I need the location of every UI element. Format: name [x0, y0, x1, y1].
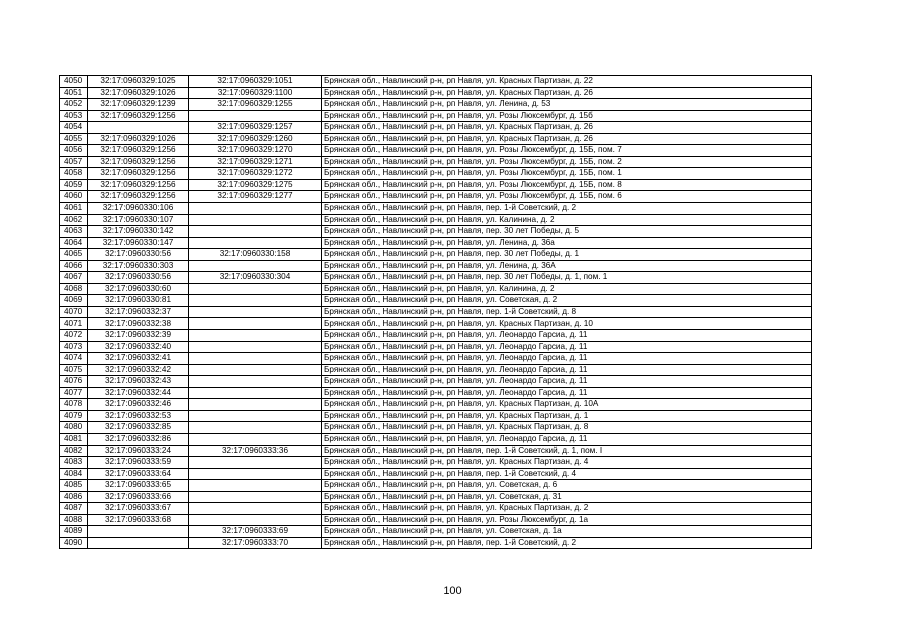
address-cell: Брянская обл., Навлинский р-н, рп Навля, ул. Ленина, д. 36а [322, 237, 812, 249]
page-number: 100 [443, 585, 462, 597]
row-number: 4079 [60, 410, 88, 422]
table-row [60, 480, 812, 492]
cadastral-number-building: 32:17:0960329:1275 [189, 179, 322, 191]
cadastral-number-building: 32:17:0960329:1255 [189, 99, 322, 111]
row-number: 4074 [60, 353, 88, 365]
address-cell: Брянская обл., Навлинский р-н, рп Навля, ул. Розы Люксембург, д. 15Б, пом. 2 [322, 156, 812, 168]
cadastral-number-parcel: 32:17:0960330:60 [88, 283, 189, 295]
address-cell: Брянская обл., Навлинский р-н, рп Навля, ул. Красных Партизан, д. 22 [322, 76, 812, 88]
row-number: 4058 [60, 168, 88, 180]
address-cell: Брянская обл., Навлинский р-н, рп Навля, ул. Красных Партизан, д. 4 [322, 457, 812, 469]
cadastral-number-parcel: 32:17:0960333:67 [88, 503, 189, 515]
address-cell: Брянская обл., Навлинский р-н, рп Навля, ул. Красных Партизан, д. 10 [322, 318, 812, 330]
row-number: 4076 [60, 376, 88, 388]
address-cell: Брянская обл., Навлинский р-н, рп Навля, пер. 1-й Советский, д. 4 [322, 468, 812, 480]
table-row [60, 503, 812, 515]
address-cell: Брянская обл., Навлинский р-н, рп Навля, ул. Красных Партизан, д. 10А [322, 399, 812, 411]
cadastral-number-building: 32:17:0960329:1100 [189, 87, 322, 99]
row-number: 4055 [60, 133, 88, 145]
table-row [60, 445, 812, 457]
cadastral-number-building: 32:17:0960329:1272 [189, 168, 322, 180]
cadastral-number-building [189, 283, 322, 295]
table-row [60, 468, 812, 480]
table-row [60, 433, 812, 445]
cadastral-number-parcel: 32:17:0960332:39 [88, 330, 189, 342]
cadastral-number-building [189, 306, 322, 318]
cadastral-number-parcel: 32:17:0960330:106 [88, 203, 189, 215]
table-row [60, 353, 812, 365]
cadastral-number-building [189, 433, 322, 445]
cadastral-number-building [189, 514, 322, 526]
row-number: 4051 [60, 87, 88, 99]
address-cell: Брянская обл., Навлинский р-н, рп Навля, ул. Красных Партизан, д. 26 [322, 122, 812, 134]
cadastral-number-building: 32:17:0960329:1277 [189, 191, 322, 203]
address-cell: Брянская обл., Навлинский р-н, рп Навля, ул. Розы Люксембург, д. 15Б, пом. 7 [322, 145, 812, 157]
row-number: 4065 [60, 249, 88, 261]
cadastral-number-parcel: 32:17:0960332:86 [88, 433, 189, 445]
row-number: 4084 [60, 468, 88, 480]
row-number: 4078 [60, 399, 88, 411]
row-number: 4069 [60, 295, 88, 307]
row-number: 4050 [60, 76, 88, 88]
address-cell: Брянская обл., Навлинский р-н, рп Навля, ул. Красных Партизан, д. 2 [322, 503, 812, 515]
cadastral-number-parcel: 32:17:0960332:37 [88, 306, 189, 318]
address-cell: Брянская обл., Навлинский р-н, рп Навля, ул. Розы Люксембург, д. 15Б, пом. 1 [322, 168, 812, 180]
cadastral-number-parcel: 32:17:0960330:142 [88, 226, 189, 238]
cadastral-number-building [189, 318, 322, 330]
table-body [60, 76, 812, 549]
row-number: 4062 [60, 214, 88, 226]
cadastral-number-parcel: 32:17:0960329:1026 [88, 87, 189, 99]
cadastral-number-parcel: 32:17:0960332:42 [88, 364, 189, 376]
row-number: 4089 [60, 526, 88, 538]
table-row [60, 422, 812, 434]
row-number: 4060 [60, 191, 88, 203]
table-row [60, 99, 812, 111]
cadastral-number-parcel: 32:17:0960332:46 [88, 399, 189, 411]
address-cell: Брянская обл., Навлинский р-н, рп Навля, ул. Леонардо Гарсиа, д. 11 [322, 433, 812, 445]
cadastral-number-parcel: 32:17:0960329:1239 [88, 99, 189, 111]
address-cell: Брянская обл., Навлинский р-н, рп Навля, пер. 1-й Советский, д. 1, пом. I [322, 445, 812, 457]
row-number: 4063 [60, 226, 88, 238]
row-number: 4068 [60, 283, 88, 295]
cadastral-number-parcel: 32:17:0960333:24 [88, 445, 189, 457]
cadastral-number-parcel: 32:17:0960329:1256 [88, 145, 189, 157]
address-cell: Брянская обл., Навлинский р-н, рп Навля, ул. Красных Партизан, д. 26 [322, 87, 812, 99]
table-row [60, 526, 812, 538]
row-number: 4073 [60, 341, 88, 353]
cadastral-number-parcel: 32:17:0960333:66 [88, 491, 189, 503]
address-cell: Брянская обл., Навлинский р-н, рп Навля, ул. Розы Люксембург, д. 15Б, пом. 8 [322, 179, 812, 191]
address-cell: Брянская обл., Навлинский р-н, рп Навля, ул. Калинина, д. 2 [322, 283, 812, 295]
table-row [60, 376, 812, 388]
cadastral-number-parcel: 32:17:0960329:1256 [88, 179, 189, 191]
row-number: 4085 [60, 480, 88, 492]
address-cell: Брянская обл., Навлинский р-н, рп Навля, ул. Советская, д. 2 [322, 295, 812, 307]
cadastral-number-parcel: 32:17:0960329:1256 [88, 168, 189, 180]
cadastral-number-building [189, 410, 322, 422]
cadastral-number-building: 32:17:0960333:36 [189, 445, 322, 457]
row-number: 4066 [60, 260, 88, 272]
row-number: 4053 [60, 110, 88, 122]
cadastral-number-parcel: 32:17:0960333:64 [88, 468, 189, 480]
address-cell: Брянская обл., Навлинский р-н, рп Навля, ул. Советская, д. 1а [322, 526, 812, 538]
cadastral-number-building [189, 376, 322, 388]
registry-table [59, 75, 812, 549]
table-row [60, 110, 812, 122]
table-row [60, 249, 812, 261]
address-cell: Брянская обл., Навлинский р-н, рп Навля, ул. Ленина, д. 53 [322, 99, 812, 111]
address-cell: Брянская обл., Навлинский р-н, рп Навля, ул. Красных Партизан, д. 26 [322, 133, 812, 145]
cadastral-number-building [189, 237, 322, 249]
row-number: 4071 [60, 318, 88, 330]
address-cell: Брянская обл., Навлинский р-н, рп Навля, ул. Красных Партизан, д. 8 [322, 422, 812, 434]
table-row [60, 168, 812, 180]
cadastral-number-building [189, 503, 322, 515]
table-row [60, 410, 812, 422]
cadastral-number-parcel: 32:17:0960333:68 [88, 514, 189, 526]
address-cell: Брянская обл., Навлинский р-н, рп Навля, пер. 30 лет Победы, д. 1, пом. 1 [322, 272, 812, 284]
cadastral-number-building [189, 260, 322, 272]
table-row [60, 491, 812, 503]
table-row [60, 318, 812, 330]
cadastral-number-building [189, 203, 322, 215]
row-number: 4067 [60, 272, 88, 284]
table-row [60, 387, 812, 399]
row-number: 4052 [60, 99, 88, 111]
cadastral-number-building [189, 110, 322, 122]
cadastral-number-building [189, 387, 322, 399]
address-cell: Брянская обл., Навлинский р-н, рп Навля, ул. Советская, д. 6 [322, 480, 812, 492]
cadastral-number-building [189, 422, 322, 434]
address-cell: Брянская обл., Навлинский р-н, рп Навля, пер. 30 лет Победы, д. 1 [322, 249, 812, 261]
table-row [60, 203, 812, 215]
table-row [60, 537, 812, 549]
row-number: 4059 [60, 179, 88, 191]
cadastral-number-parcel: 32:17:0960333:65 [88, 480, 189, 492]
address-cell: Брянская обл., Навлинский р-н, рп Навля, пер. 30 лет Победы, д. 5 [322, 226, 812, 238]
row-number: 4075 [60, 364, 88, 376]
address-cell: Брянская обл., Навлинский р-н, рп Навля, ул. Розы Люксембург, д. 15б [322, 110, 812, 122]
table-row [60, 214, 812, 226]
table-row [60, 514, 812, 526]
table-row [60, 145, 812, 157]
cadastral-number-parcel: 32:17:0960330:56 [88, 249, 189, 261]
row-number: 4083 [60, 457, 88, 469]
table-row [60, 237, 812, 249]
address-cell: Брянская обл., Навлинский р-н, рп Навля, ул. Леонардо Гарсиа, д. 11 [322, 330, 812, 342]
address-cell: Брянская обл., Навлинский р-н, рп Навля, ул. Леонардо Гарсиа, д. 11 [322, 353, 812, 365]
cadastral-number-parcel: 32:17:0960329:1025 [88, 76, 189, 88]
cadastral-number-parcel: 32:17:0960329:1026 [88, 133, 189, 145]
cadastral-number-building [189, 226, 322, 238]
cadastral-number-building [189, 364, 322, 376]
cadastral-number-parcel: 32:17:0960330:107 [88, 214, 189, 226]
cadastral-number-building: 32:17:0960329:1270 [189, 145, 322, 157]
cadastral-number-parcel: 32:17:0960332:85 [88, 422, 189, 434]
address-cell: Брянская обл., Навлинский р-н, рп Навля, пер. 1-й Советский, д. 8 [322, 306, 812, 318]
cadastral-number-parcel: 32:17:0960329:1256 [88, 110, 189, 122]
table-row [60, 226, 812, 238]
cadastral-number-building [189, 399, 322, 411]
row-number: 4054 [60, 122, 88, 134]
row-number: 4090 [60, 537, 88, 549]
cadastral-number-parcel: 32:17:0960332:44 [88, 387, 189, 399]
cadastral-number-parcel: 32:17:0960333:59 [88, 457, 189, 469]
cadastral-number-parcel: 32:17:0960329:1256 [88, 156, 189, 168]
table-row [60, 76, 812, 88]
row-number: 4072 [60, 330, 88, 342]
cadastral-number-building: 32:17:0960333:69 [189, 526, 322, 538]
cadastral-number-building: 32:17:0960329:1271 [189, 156, 322, 168]
row-number: 4064 [60, 237, 88, 249]
table-row [60, 341, 812, 353]
table-row [60, 295, 812, 307]
cadastral-number-parcel: 32:17:0960332:53 [88, 410, 189, 422]
address-cell: Брянская обл., Навлинский р-н, рп Навля, ул. Розы Люксембург, д. 1а [322, 514, 812, 526]
address-cell: Брянская обл., Навлинский р-н, рп Навля, ул. Леонардо Гарсиа, д. 11 [322, 341, 812, 353]
table-row [60, 122, 812, 134]
cadastral-number-parcel [88, 526, 189, 538]
cadastral-number-parcel [88, 122, 189, 134]
table-row [60, 364, 812, 376]
table-row [60, 283, 812, 295]
address-cell: Брянская обл., Навлинский р-н, рп Навля, ул. Красных Партизан, д. 1 [322, 410, 812, 422]
address-cell: Брянская обл., Навлинский р-н, рп Навля, ул. Калинина, д. 2 [322, 214, 812, 226]
cadastral-number-building [189, 468, 322, 480]
cadastral-number-building [189, 214, 322, 226]
row-number: 4057 [60, 156, 88, 168]
row-number: 4086 [60, 491, 88, 503]
row-number: 4077 [60, 387, 88, 399]
address-cell: Брянская обл., Навлинский р-н, рп Навля, ул. Леонардо Гарсиа, д. 11 [322, 387, 812, 399]
cadastral-number-building [189, 341, 322, 353]
cadastral-number-parcel: 32:17:0960330:56 [88, 272, 189, 284]
table-row [60, 133, 812, 145]
row-number: 4070 [60, 306, 88, 318]
row-number: 4061 [60, 203, 88, 215]
table-row [60, 87, 812, 99]
cadastral-number-parcel: 32:17:0960332:38 [88, 318, 189, 330]
cadastral-number-building [189, 457, 322, 469]
address-cell: Брянская обл., Навлинский р-н, рп Навля, ул. Леонардо Гарсиа, д. 11 [322, 376, 812, 388]
table-row [60, 330, 812, 342]
address-cell: Брянская обл., Навлинский р-н, рп Навля, ул. Советская, д. 31 [322, 491, 812, 503]
cadastral-number-parcel [88, 537, 189, 549]
cadastral-number-building: 32:17:0960329:1257 [189, 122, 322, 134]
cadastral-number-building: 32:17:0960329:1051 [189, 76, 322, 88]
table-row [60, 260, 812, 272]
cadastral-number-parcel: 32:17:0960330:81 [88, 295, 189, 307]
cadastral-number-building: 32:17:0960333:70 [189, 537, 322, 549]
table-row [60, 399, 812, 411]
cadastral-number-building: 32:17:0960329:1260 [189, 133, 322, 145]
row-number: 4082 [60, 445, 88, 457]
cadastral-number-building: 32:17:0960330:304 [189, 272, 322, 284]
cadastral-number-building [189, 330, 322, 342]
row-number: 4088 [60, 514, 88, 526]
table-row [60, 457, 812, 469]
table-row [60, 179, 812, 191]
cadastral-number-building: 32:17:0960330:158 [189, 249, 322, 261]
table-row [60, 191, 812, 203]
row-number: 4080 [60, 422, 88, 434]
row-number: 4087 [60, 503, 88, 515]
cadastral-number-building [189, 295, 322, 307]
row-number: 4056 [60, 145, 88, 157]
address-cell: Брянская обл., Навлинский р-н, рп Навля, ул. Леонардо Гарсиа, д. 11 [322, 364, 812, 376]
cadastral-number-parcel: 32:17:0960329:1256 [88, 191, 189, 203]
cadastral-number-parcel: 32:17:0960332:43 [88, 376, 189, 388]
cadastral-number-building [189, 353, 322, 365]
address-cell: Брянская обл., Навлинский р-н, рп Навля, пер. 1-й Советский, д. 2 [322, 203, 812, 215]
address-cell: Брянская обл., Навлинский р-н, рп Навля, ул. Розы Люксембург, д. 15Б, пом. 6 [322, 191, 812, 203]
cadastral-number-building [189, 480, 322, 492]
table-row [60, 156, 812, 168]
table-row [60, 272, 812, 284]
table-row [60, 306, 812, 318]
cadastral-number-parcel: 32:17:0960332:41 [88, 353, 189, 365]
address-cell: Брянская обл., Навлинский р-н, рп Навля, ул. Ленина, д. 36А [322, 260, 812, 272]
row-number: 4081 [60, 433, 88, 445]
address-cell: Брянская обл., Навлинский р-н, рп Навля, пер. 1-й Советский, д. 2 [322, 537, 812, 549]
cadastral-number-building [189, 491, 322, 503]
cadastral-number-parcel: 32:17:0960330:303 [88, 260, 189, 272]
cadastral-number-parcel: 32:17:0960330:147 [88, 237, 189, 249]
cadastral-number-parcel: 32:17:0960332:40 [88, 341, 189, 353]
